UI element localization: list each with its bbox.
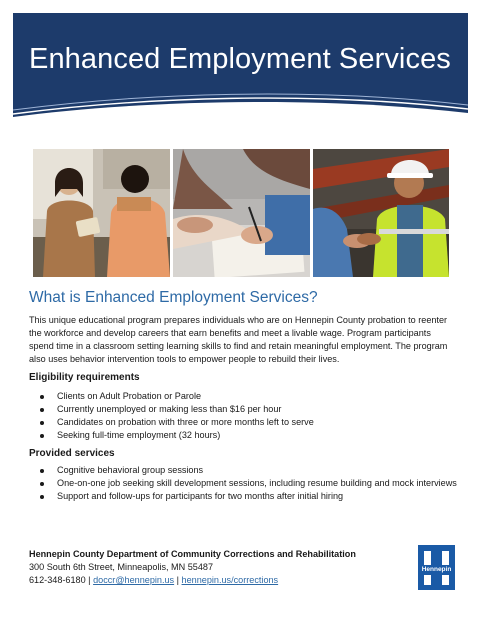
separator: | bbox=[176, 575, 180, 585]
list-item: Cognitive behavioral group sessions bbox=[29, 464, 459, 477]
bullet-icon bbox=[40, 469, 44, 473]
address: 300 South 6th Street, Minneapolis, MN 55487 bbox=[29, 562, 214, 572]
two-women-talking-photo bbox=[33, 149, 170, 277]
bullet-icon bbox=[40, 421, 44, 425]
page-title: Enhanced Employment Services bbox=[29, 43, 451, 75]
banner-wave-decoration bbox=[13, 13, 468, 127]
contact-footer bbox=[29, 548, 409, 587]
header-banner bbox=[13, 13, 468, 127]
bullet-icon bbox=[40, 434, 44, 438]
hennepin-logo bbox=[418, 545, 455, 590]
list-item: Candidates on probation with three or more months left to serve bbox=[29, 416, 459, 429]
bullet-icon bbox=[40, 408, 44, 412]
separator: | bbox=[88, 575, 91, 585]
list-item: Clients on Adult Probation or Parole bbox=[29, 390, 459, 403]
org-name: Hennepin County Department of Community Corrections and Rehabilitation bbox=[29, 549, 356, 559]
hands-writing-photo bbox=[173, 149, 310, 277]
list-item: Currently unemployed or making less than $16 per hour bbox=[29, 403, 459, 416]
email-link[interactable]: doccr@hennepin.us bbox=[93, 575, 175, 585]
photo-strip bbox=[33, 149, 449, 277]
list-item: Support and follow-ups for participants for two months after initial hiring bbox=[29, 490, 459, 503]
phone-number: 612-348-6180 bbox=[29, 575, 86, 585]
section-heading: What is Enhanced Employment Services? bbox=[29, 289, 318, 306]
logo-wordmark: Hennepin bbox=[421, 566, 452, 573]
construction-worker-handshake-photo bbox=[313, 149, 449, 277]
list-item: Seeking full-time employment (32 hours) bbox=[29, 429, 459, 442]
list-item: One-on-one job seeking skill development sessions, including resume building and mock interviews bbox=[29, 477, 459, 490]
services-list bbox=[29, 464, 459, 503]
bullet-icon bbox=[40, 482, 44, 486]
services-heading: Provided services bbox=[29, 448, 115, 459]
intro-paragraph: This unique educational program prepares individuals who are on Hennepin County probation to reenter the workforce and develop careers that earn benefits and meet a livable wage. Program participants spend time in a classroom setting learning skills to find and retain meaningful employment. The program also uses behavior intervention tools to empower people to rebuild their lives. bbox=[29, 315, 448, 364]
bullet-icon bbox=[40, 495, 44, 499]
website-link[interactable]: hennepin.us/corrections bbox=[181, 575, 279, 585]
eligibility-heading: Eligibility requirements bbox=[29, 372, 140, 383]
eligibility-list bbox=[29, 390, 459, 442]
contact-line bbox=[29, 574, 409, 587]
bullet-icon bbox=[40, 395, 44, 399]
